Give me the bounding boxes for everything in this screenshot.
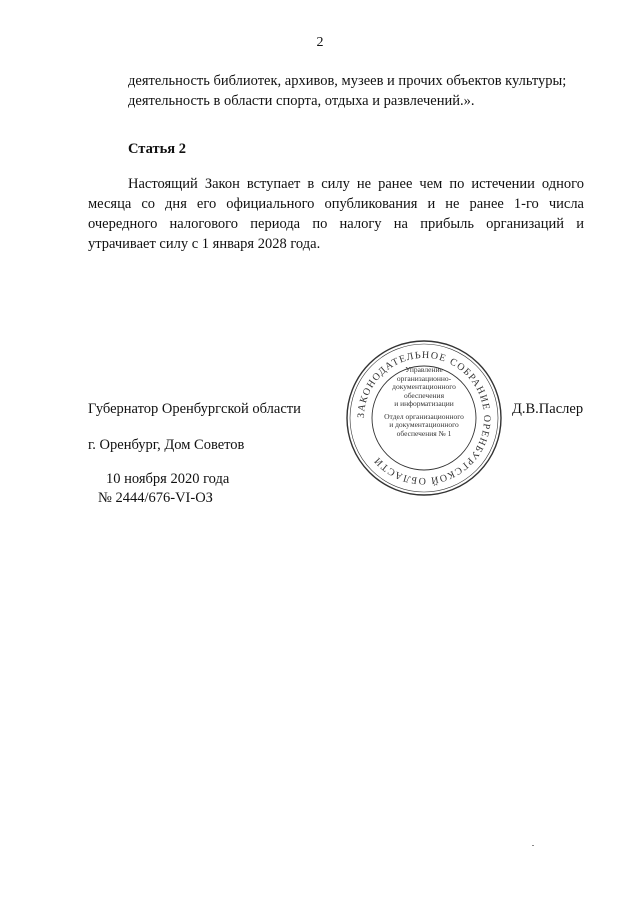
law-number: № 2444/676-VI-ОЗ bbox=[98, 490, 213, 506]
page-number: 2 bbox=[316, 35, 324, 50]
seal-line-2: организационно- bbox=[396, 373, 452, 383]
seal-line-1: Управление bbox=[405, 365, 443, 374]
signing-place: г. Оренбург, Дом Советов bbox=[88, 437, 245, 453]
seal-ring-text: ЗАКОНОДАТЕЛЬНОЕ СОБРАНИЕ ОРЕНБУРГСКОЙ ОБЛАСТИ bbox=[355, 349, 493, 487]
seal-inner-text bbox=[374, 366, 474, 438]
seal-line-4: обеспечения bbox=[403, 390, 445, 400]
signer-title: Губернатор Оренбургской области bbox=[88, 401, 301, 417]
seal-line-6: Отдел организационного bbox=[384, 411, 464, 421]
seal-line-7: и документационного bbox=[389, 420, 459, 429]
continuation-line-1: деятельность библиотек, архивов, музеев и прочих объектов культуры; bbox=[128, 73, 567, 89]
seal-line-5: и информатизации bbox=[394, 399, 454, 408]
seal-line-8: обеспечения № 1 bbox=[396, 428, 452, 438]
signer-name: Д.В.Паслер bbox=[512, 401, 584, 417]
article-body: Настоящий Закон вступает в силу не ранее чем по истечении одного месяца со дня его официального опубликования и не ранее 1-го числа очередного налогового периода по налогу на прибыль организаций и утрачивает силу с 1 января 2028 года. bbox=[88, 176, 584, 252]
continuation-line-2: деятельность в области спорта, отдыха и развлечений.». bbox=[128, 93, 475, 109]
scan-artifact bbox=[532, 845, 534, 846]
article-heading: Статья 2 bbox=[128, 141, 186, 157]
seal-line-3: документационного bbox=[392, 382, 456, 391]
signing-date: 10 ноября 2020 года bbox=[106, 471, 230, 487]
official-seal bbox=[344, 338, 504, 498]
continuation-text bbox=[128, 71, 584, 111]
